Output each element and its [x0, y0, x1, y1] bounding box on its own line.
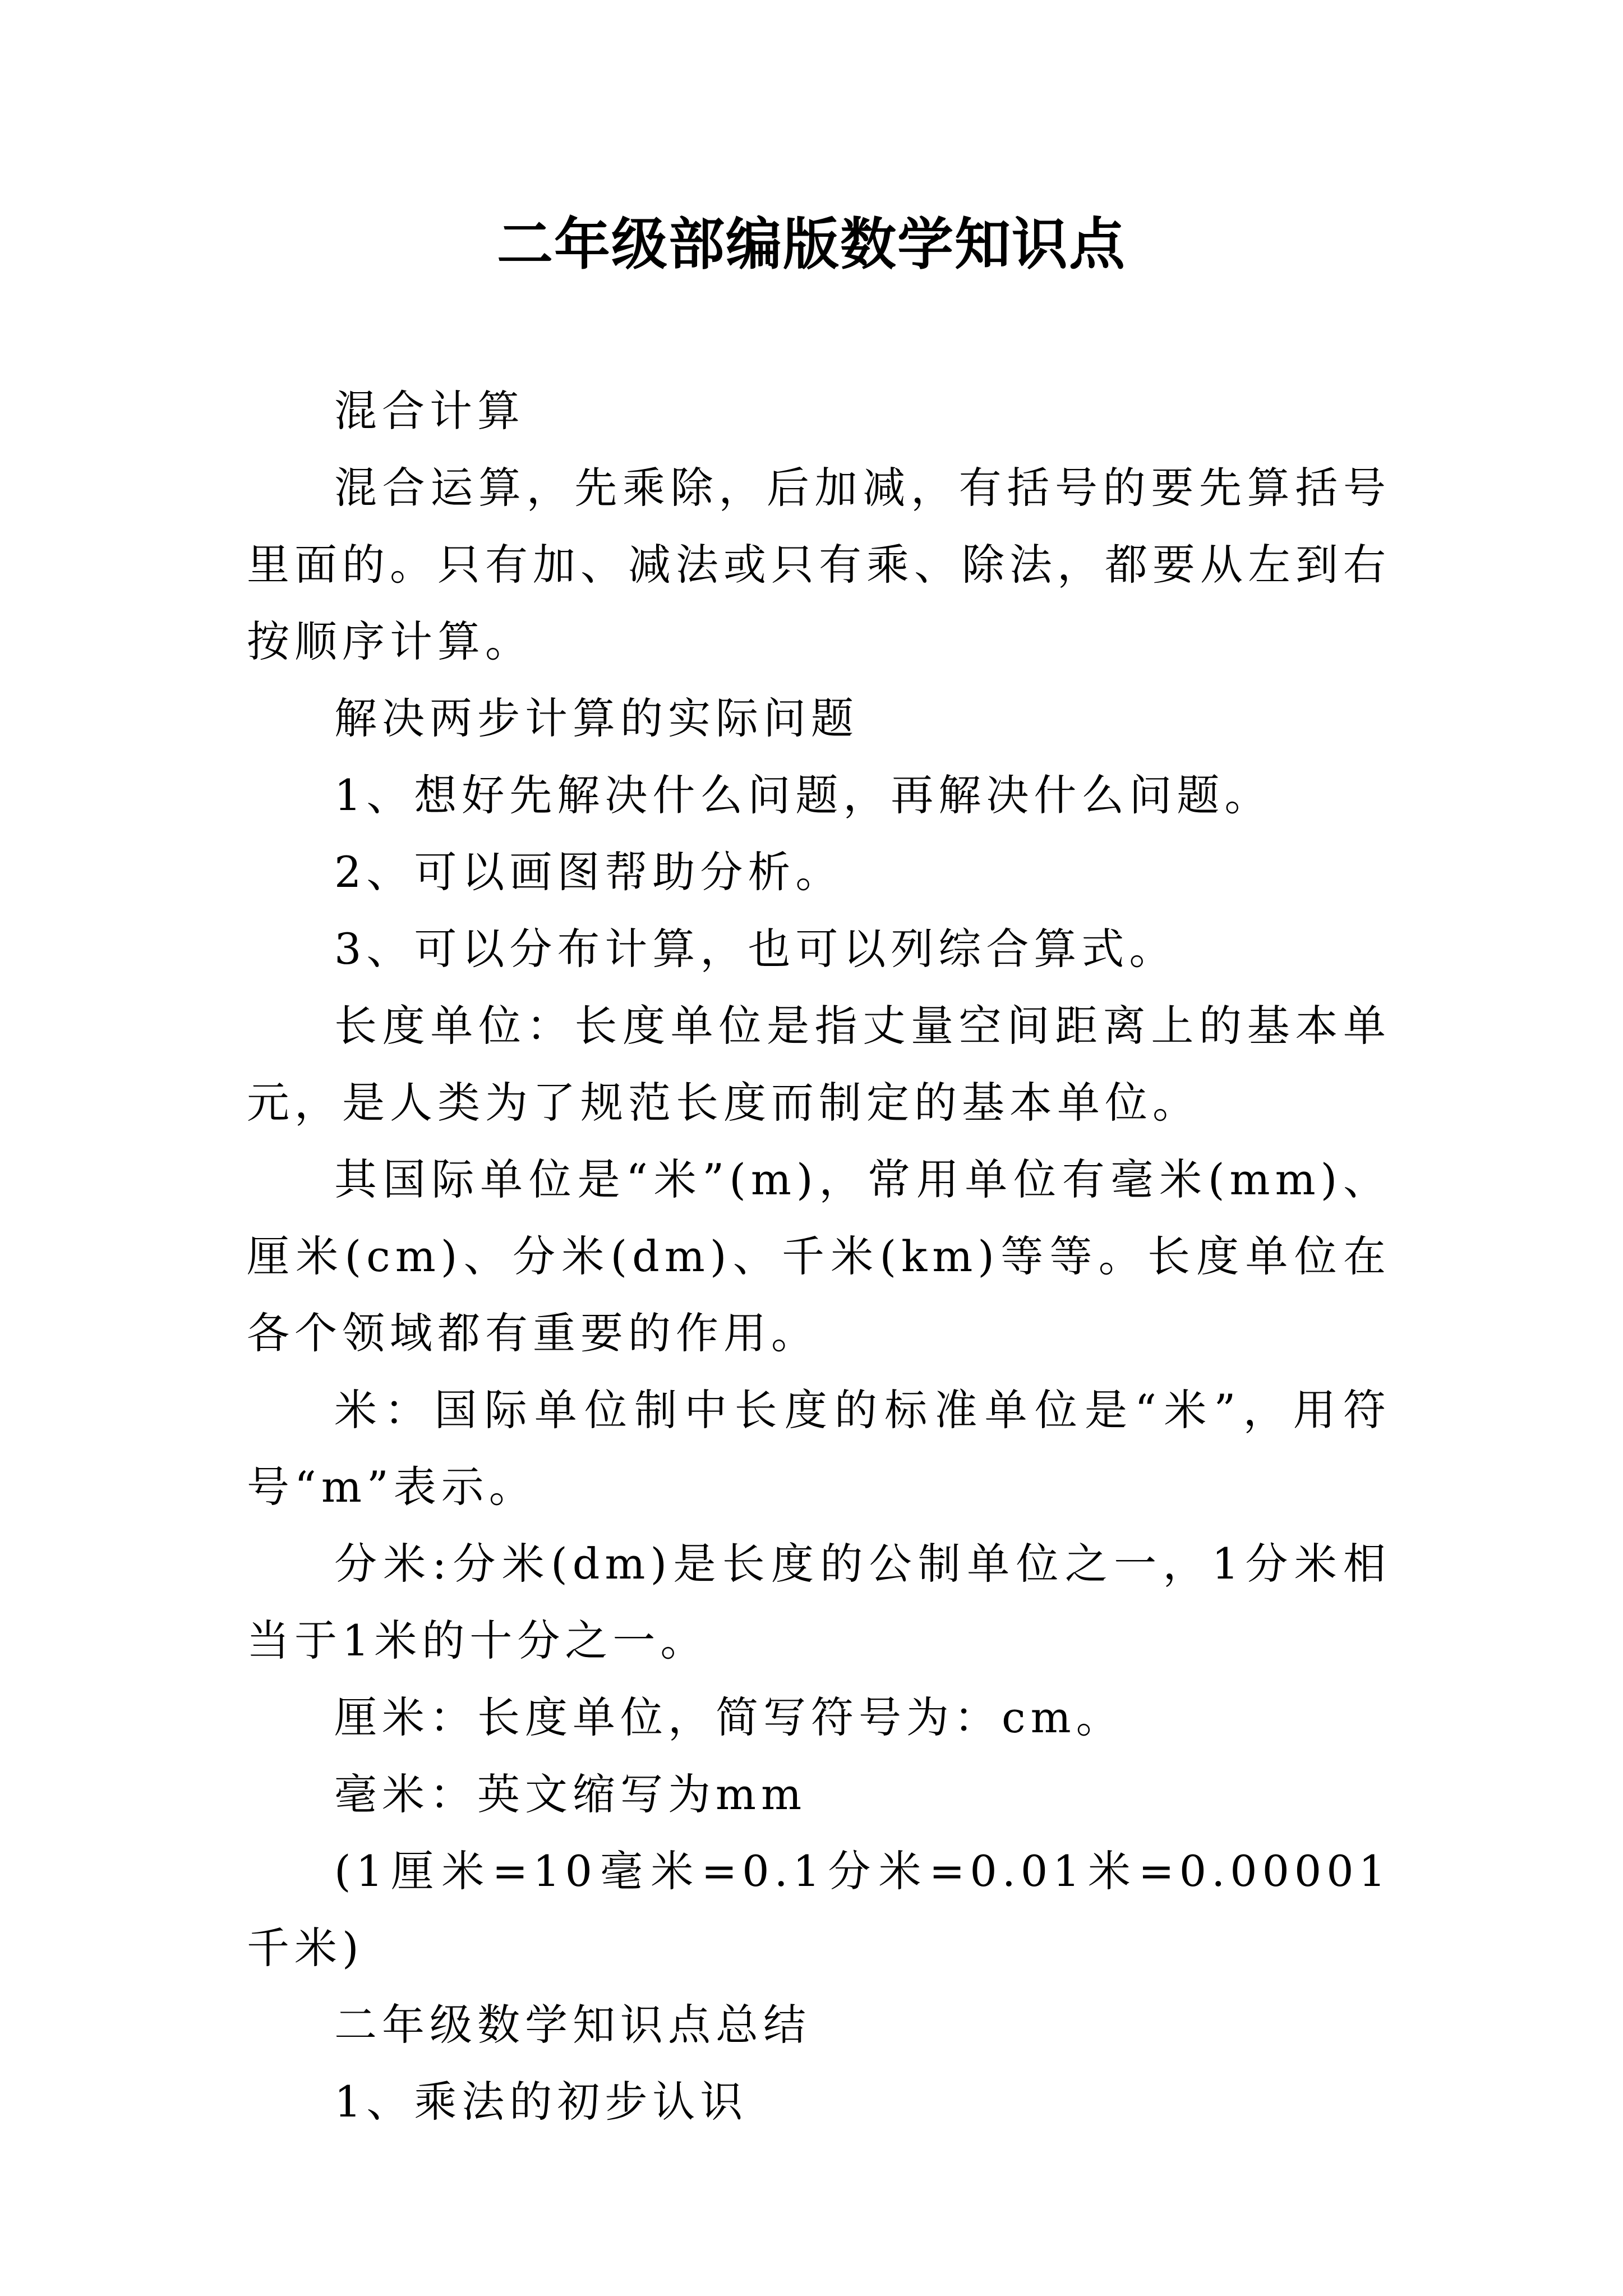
paragraph: 2、可以画图帮助分析。	[334, 847, 843, 897]
paragraph: 厘米：长度单位，简写符号为：cm。	[334, 1692, 1124, 1742]
paragraph: 长度单位：长度单位是指丈量空间距离上的基本单元，是人类为了规范长度而制定的基本单位。	[247, 1001, 1391, 1128]
paragraph: 解决两步计算的实际问题	[334, 693, 859, 743]
paragraph: 分米:分米(dm)是长度的公制单位之一，1分米相当于1米的十分之一。	[247, 1539, 1391, 1665]
paragraph: 其国际单位是“米”(m)，常用单位有毫米(mm)、厘米(cm)、分米(dm)、千米(km)等等。长度单位在各个领域都有重要的作用。	[247, 1154, 1391, 1358]
paragraph: 二年级数学知识点总结	[334, 2000, 811, 2050]
paragraph: 混合计算	[334, 386, 525, 436]
paragraph: 1、想好先解决什么问题，再解决什么问题。	[334, 770, 1272, 820]
document-body	[247, 372, 1391, 2140]
paragraph: 3、可以分布计算，也可以列综合算式。	[334, 924, 1177, 974]
paragraph: 1、乘法的初步认识	[334, 2077, 748, 2127]
paragraph: 毫米：英文缩写为mm	[334, 1769, 807, 1819]
paragraph: 米：国际单位制中长度的标准单位是“米”，用符号“m”表示。	[247, 1385, 1391, 1512]
document-title: 二年级部编版数学知识点	[497, 211, 1126, 277]
paragraph: 混合运算，先乘除，后加减，有括号的要先算括号里面的。只有加、减法或只有乘、除法，都要从左到右按顺序计算。	[247, 463, 1391, 666]
paragraph: (1厘米=10毫米=0.1分米=0.01米=0.00001千米)	[247, 1846, 1391, 1973]
